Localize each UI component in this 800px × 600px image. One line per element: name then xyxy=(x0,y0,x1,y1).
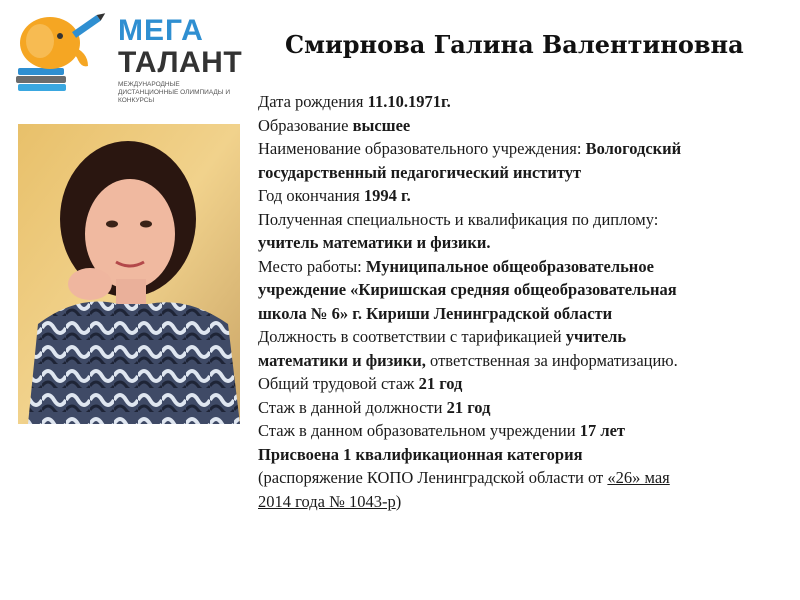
order-link-2[interactable]: 2014 года № 1043-р xyxy=(258,491,396,511)
specialty-line xyxy=(258,208,793,232)
education-label: Образование xyxy=(258,115,353,135)
workplace-value-1: Муниципальное общеобразовательное xyxy=(365,256,654,276)
graduation-line xyxy=(258,184,793,208)
logo xyxy=(10,8,243,104)
total-experience-value: 21 год xyxy=(418,374,463,393)
info-block xyxy=(258,90,793,513)
birth-date-line xyxy=(258,90,793,114)
workplace-value-2: учреждение «Киришская средняя общеобразовательная xyxy=(258,280,677,299)
institution-experience-label: Стаж в данном образовательном учреждении xyxy=(258,421,580,440)
position-rest: ответственная за информатизацию. xyxy=(425,350,678,370)
workplace-line xyxy=(258,255,793,279)
institution-label: Наименование образовательного учреждения: xyxy=(258,139,586,158)
institution-value-1: Вологодский xyxy=(585,139,682,158)
birth-date-label: Дата рождения xyxy=(258,92,368,111)
workplace-line-2 xyxy=(258,278,793,302)
order-prefix: (распоряжение КОПО Ленинградской области от xyxy=(258,468,608,487)
position-label: Должность в соответствии с тарификацией xyxy=(258,327,566,346)
workplace-label: Место работы: xyxy=(258,256,366,276)
logo-title-mega: МЕГА xyxy=(118,14,204,47)
order-link-1[interactable]: «26» мая xyxy=(607,468,670,487)
position-experience-line xyxy=(258,396,793,420)
logo-subtitle: МЕЖДУНАРОДНЫЕ ДИСТАНЦИОННЫЕ ОЛИМПИАДЫ И КОНКУРСЫ xyxy=(118,81,231,104)
order-line xyxy=(258,466,793,490)
education-line xyxy=(258,114,793,138)
specialty-label: Полученная специальность и квалификация по диплому: xyxy=(258,209,659,229)
portrait-photo xyxy=(18,124,240,424)
institution-experience-line xyxy=(258,419,793,443)
position-line-2 xyxy=(258,349,793,373)
institution-value-2: государственный педагогический институт xyxy=(258,162,582,182)
elephant-logo-icon xyxy=(10,8,110,98)
position-value-1: учитель xyxy=(565,327,627,346)
category-value: Присвоена 1 квалификационная категория xyxy=(258,444,583,464)
logo-title-talant: ТАЛАНТ xyxy=(118,46,243,79)
institution-line xyxy=(258,137,793,161)
total-experience-line xyxy=(258,372,793,396)
order-line-2 xyxy=(258,490,793,514)
position-experience-label: Стаж в данной должности xyxy=(258,397,447,417)
position-experience-value: 21 год xyxy=(446,397,491,417)
position-value-2: математики и физики, xyxy=(258,350,426,370)
graduation-label: Год окончания xyxy=(258,186,364,205)
order-suffix: ) xyxy=(395,491,402,511)
position-line xyxy=(258,325,793,349)
workplace-line-3 xyxy=(258,302,793,326)
person-name: Смирнова Галина Валентиновна xyxy=(285,30,744,59)
total-experience-label: Общий трудовой стаж xyxy=(258,374,419,393)
institution-line-2 xyxy=(258,161,793,185)
graduation-value: 1994 г. xyxy=(363,186,411,205)
specialty-value-line xyxy=(258,231,793,255)
institution-experience-value: 17 лет xyxy=(579,421,625,440)
category-line xyxy=(258,443,793,467)
birth-date-value: 11.10.1971г. xyxy=(367,92,451,111)
specialty-value: учитель математики и физики. xyxy=(258,233,491,252)
workplace-value-3: школа № 6» г. Кириши Ленинградской области xyxy=(258,303,613,323)
education-value: высшее xyxy=(352,115,411,135)
